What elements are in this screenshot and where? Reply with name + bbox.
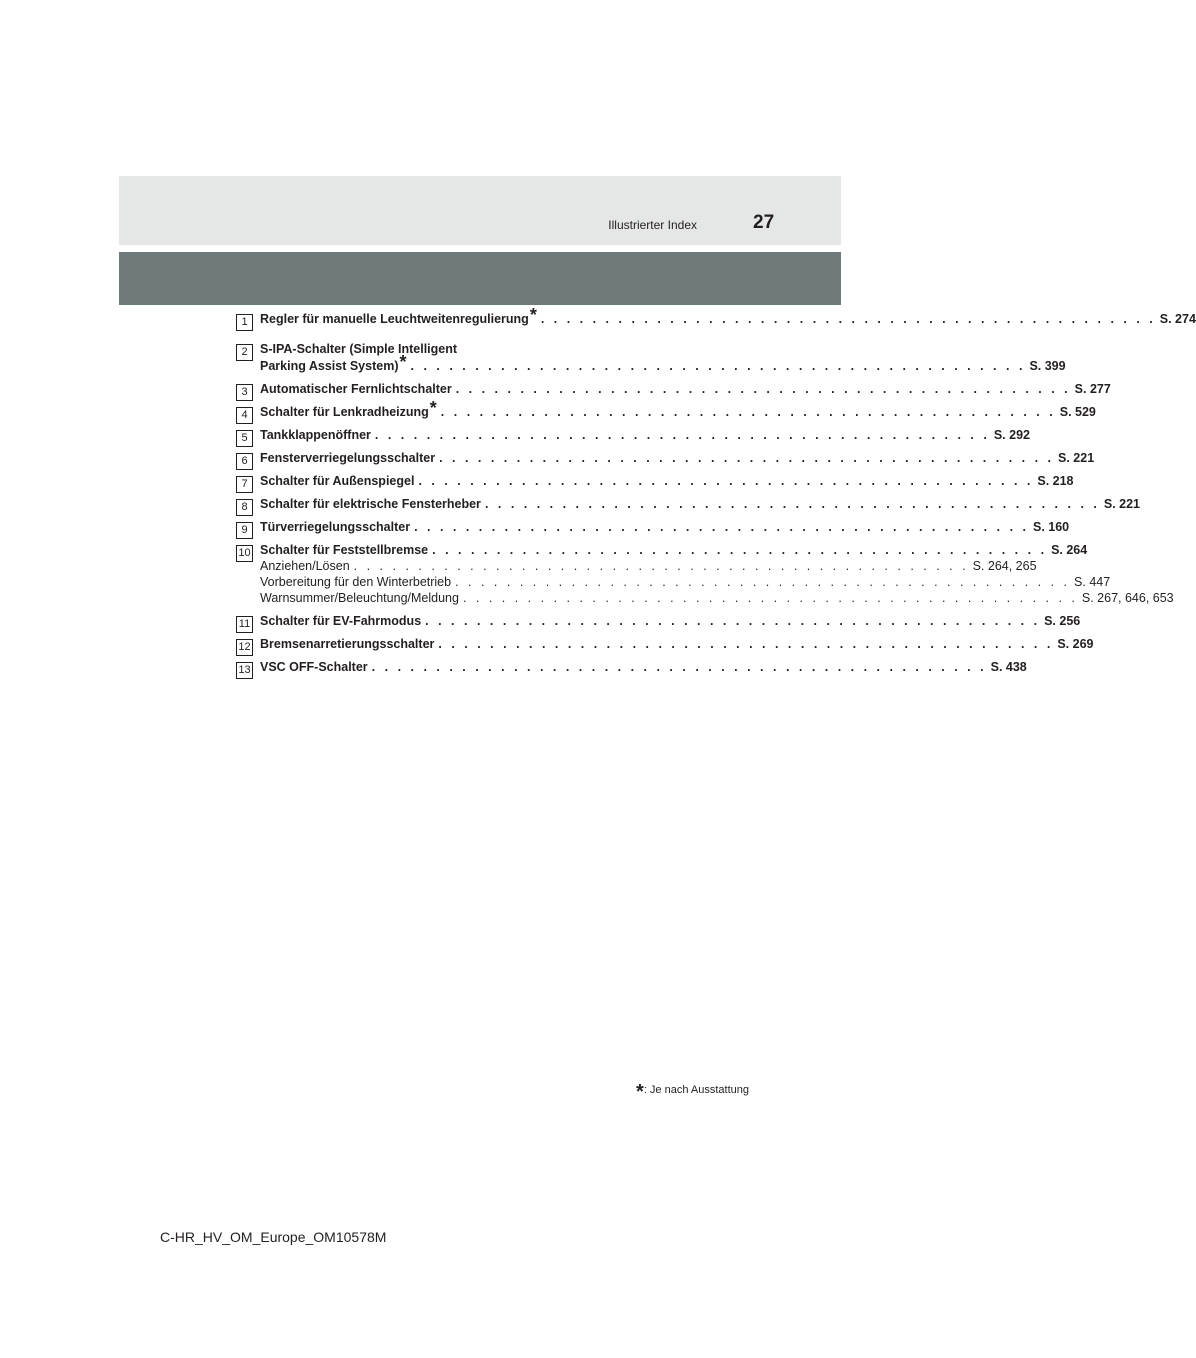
- footnote-star: *: [529, 305, 537, 325]
- entry-label-line: S-IPA-Schalter (Simple Intelligent: [260, 342, 458, 357]
- footnote-text: : Je nach Ausstattung: [643, 1084, 749, 1096]
- sub-entry-label: Vorbereitung für den Winterbetrieb: [260, 575, 452, 590]
- leader-dots: . . . . . . . . . . . . . . . . . . . . . . . . . . . . . . . . . . . . . . . . . . . . . . . .: [439, 451, 1055, 466]
- footnote-star: *: [429, 398, 437, 419]
- page-reference[interactable]: S. 274: [1159, 312, 1196, 327]
- leader-dots: . . . . . . . . . . . . . . . . . . . . . . . . . . . . . . . . . . . . . . . . . . . . . . . .: [455, 575, 1071, 590]
- leader-dots: . . . . . . . . . . . . . . . . . . . . . . . . . . . . . . . . . . . . . . . . . . . . . . . .: [374, 428, 990, 443]
- entry-number-badge: 2: [236, 344, 253, 361]
- entry-number-badge: 13: [236, 662, 253, 679]
- index-entry: [236, 614, 1081, 631]
- index-entry: [236, 342, 1066, 374]
- entry-number-badge: 1: [236, 314, 253, 331]
- leader-dots: . . . . . . . . . . . . . . . . . . . . . . . . . . . . . . . . . . . . . . . . . . . . . . . .: [462, 591, 1078, 606]
- leader-dots: . . . . . . . . . . . . . . . . . . . . . . . . . . . . . . . . . . . . . . . . . . . . . . . .: [438, 637, 1054, 652]
- entry-label: Schalter für Feststellbremse: [260, 543, 429, 558]
- leader-dots: . . . . . . . . . . . . . . . . . . . . . . . . . . . . . . . . . . . . . . . . . . . . . . . .: [455, 382, 1071, 397]
- page-reference[interactable]: S. 269: [1057, 637, 1094, 652]
- entry-number-badge: 5: [236, 430, 253, 447]
- index-entry: [236, 474, 1074, 491]
- sub-entry: [260, 591, 1174, 606]
- entry-number-badge: 10: [236, 545, 253, 562]
- entry-number-badge: 4: [236, 407, 253, 424]
- index-entry: [236, 637, 1094, 654]
- index-entry: [236, 543, 1174, 606]
- entry-number-badge: 12: [236, 639, 253, 656]
- leader-dots: . . . . . . . . . . . . . . . . . . . . . . . . . . . . . . . . . . . . . . . . . . . . . . . .: [540, 312, 1156, 327]
- section-title: Illustrierter Index: [608, 218, 697, 232]
- index-entry-list: [236, 305, 1196, 677]
- leader-dots: . . . . . . . . . . . . . . . . . . . . . . . . . . . . . . . . . . . . . . . . . . . . . . . .: [484, 497, 1100, 512]
- entry-label: Schalter für elektrische Fensterheber: [260, 497, 481, 512]
- footnote-star: *: [399, 352, 407, 373]
- leader-dots: . . . . . . . . . . . . . . . . . . . . . . . . . . . . . . . . . . . . . . . . . . . . . . . .: [353, 559, 969, 574]
- entry-number-badge: 7: [236, 476, 253, 493]
- leader-dots: . . . . . . . . . . . . . . . . . . . . . . . . . . . . . . . . . . . . . . . . . . . . . . . .: [425, 614, 1041, 629]
- leader-dots: . . . . . . . . . . . . . . . . . . . . . . . . . . . . . . . . . . . . . . . . . . . . . . . .: [418, 474, 1034, 489]
- leader-dots: . . . . . . . . . . . . . . . . . . . . . . . . . . . . . . . . . . . . . . . . . . . . . . . .: [414, 520, 1029, 535]
- entry-label: Fensterverriegelungsschalter: [260, 451, 436, 466]
- page-number: 27: [753, 212, 775, 233]
- entry-number-badge: 9: [236, 522, 253, 539]
- index-entry: [236, 398, 1096, 422]
- page-reference[interactable]: S. 292: [993, 428, 1030, 443]
- sub-entry: [260, 575, 1111, 590]
- index-entry: [236, 497, 1141, 514]
- index-entry: [236, 660, 1027, 677]
- page-reference[interactable]: S. 221: [1103, 497, 1141, 512]
- page-reference[interactable]: S. 221: [1058, 451, 1095, 466]
- entry-label: Regler für manuelle Leuchtweitenregulierung*: [260, 305, 537, 327]
- sub-entry-label: Warnsummer/Beleuchtung/Meldung: [260, 591, 459, 606]
- page-reference[interactable]: S. 529: [1059, 405, 1096, 420]
- entry-label: Bremsenarretierungsschalter: [260, 637, 435, 652]
- entry-label: Parking Assist System)*: [260, 352, 407, 374]
- footnote-star: *: [636, 1081, 644, 1103]
- sub-entry-label: Anziehen/Lösen: [260, 559, 350, 574]
- page-reference[interactable]: S. 256: [1044, 614, 1081, 629]
- page-header: [119, 176, 841, 245]
- index-entry: [236, 382, 1111, 399]
- section-banner: [119, 252, 841, 305]
- index-entry: [236, 520, 1070, 537]
- footnote: [0, 1076, 749, 1103]
- page-reference[interactable]: S. 264: [1051, 543, 1088, 558]
- entry-label: Schalter für EV-Fahrmodus: [260, 614, 422, 629]
- page-reference[interactable]: S. 264, 265: [972, 559, 1037, 574]
- leader-dots: . . . . . . . . . . . . . . . . . . . . . . . . . . . . . . . . . . . . . . . . . . . . . . . .: [432, 543, 1048, 558]
- sub-entry: [260, 559, 1037, 574]
- entry-label: Tankklappenöffner: [260, 428, 371, 443]
- entry-label: Schalter für Lenkradheizung*: [260, 398, 437, 420]
- entry-label: Türverriegelungsschalter: [260, 520, 411, 535]
- page-reference[interactable]: S. 399: [1029, 359, 1066, 374]
- page-reference[interactable]: S. 218: [1037, 474, 1074, 489]
- entry-label: Schalter für Außenspiegel: [260, 474, 415, 489]
- entry-number-badge: 3: [236, 384, 253, 401]
- entry-number-badge: 8: [236, 499, 253, 516]
- leader-dots: . . . . . . . . . . . . . . . . . . . . . . . . . . . . . . . . . . . . . . . . . . . . . . . .: [440, 405, 1056, 420]
- index-entry: [236, 305, 1196, 328]
- page-reference[interactable]: S. 447: [1074, 575, 1111, 590]
- entry-number-badge: 6: [236, 453, 253, 470]
- leader-dots: . . . . . . . . . . . . . . . . . . . . . . . . . . . . . . . . . . . . . . . . . . . . . . . .: [410, 359, 1026, 374]
- page-reference[interactable]: S. 277: [1074, 382, 1111, 397]
- entry-label: VSC OFF-Schalter: [260, 660, 368, 675]
- index-entry: [236, 451, 1095, 468]
- leader-dots: . . . . . . . . . . . . . . . . . . . . . . . . . . . . . . . . . . . . . . . . . . . . . . . .: [371, 660, 987, 675]
- page-reference[interactable]: S. 438: [990, 660, 1027, 675]
- index-entry: [236, 428, 1030, 445]
- page-reference[interactable]: S. 160: [1033, 520, 1070, 535]
- entry-label: Automatischer Fernlichtschalter: [260, 382, 452, 397]
- document-id: C-HR_HV_OM_Europe_OM10578M: [160, 1229, 387, 1245]
- page-reference[interactable]: S. 267, 646, 653: [1081, 591, 1174, 606]
- entry-number-badge: 11: [236, 616, 253, 633]
